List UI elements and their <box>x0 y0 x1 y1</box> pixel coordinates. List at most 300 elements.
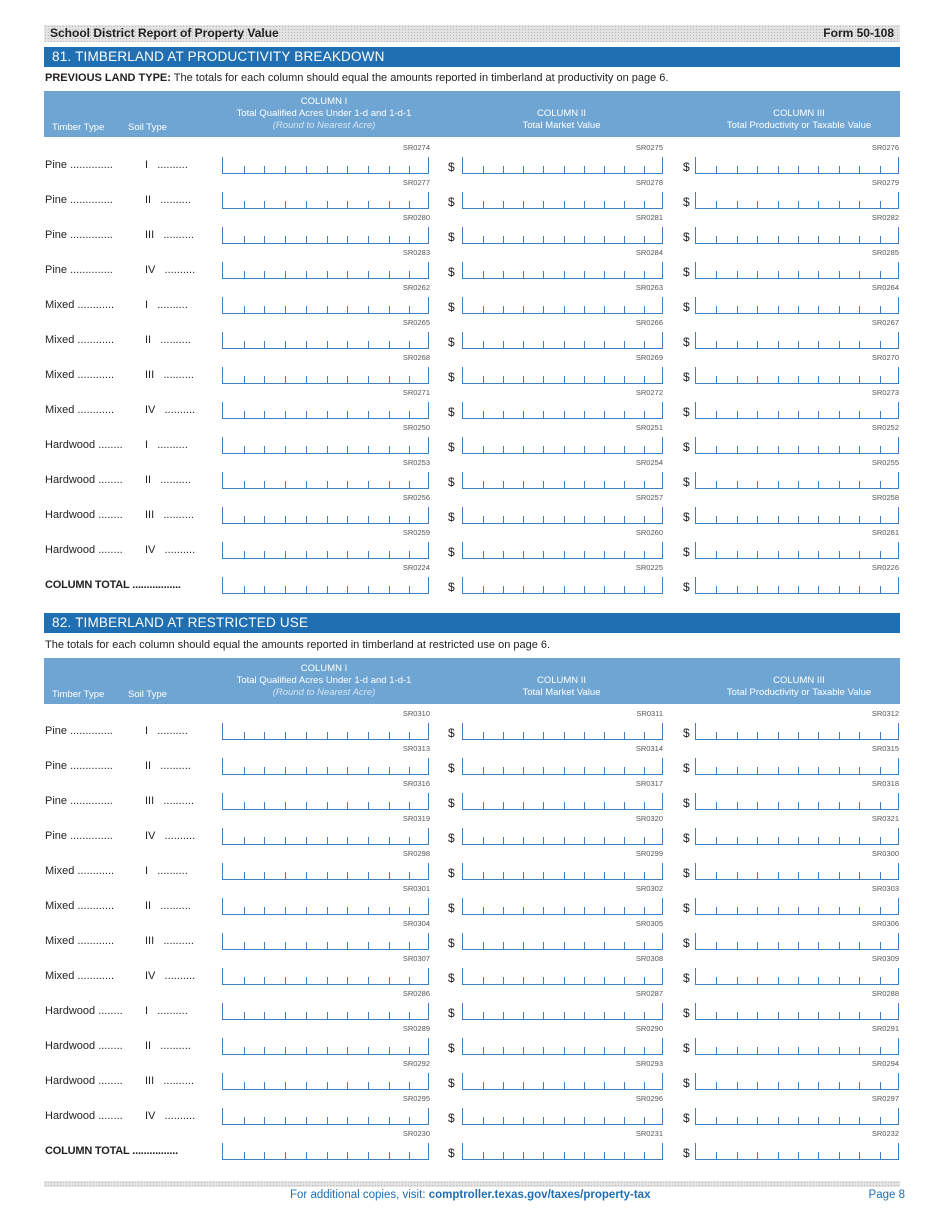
digit-divider <box>859 907 860 914</box>
digit-divider <box>389 1012 390 1019</box>
digit-divider <box>285 586 286 593</box>
digit-divider <box>624 1117 625 1124</box>
market-value-input-field[interactable] <box>462 1073 663 1090</box>
table-row <box>0 811 950 846</box>
dollar-sign: $ <box>448 475 455 489</box>
digit-divider <box>564 1012 565 1019</box>
productivity-value-input-field[interactable] <box>695 1143 899 1160</box>
digit-divider <box>389 271 390 278</box>
digit-divider <box>798 872 799 879</box>
dollar-sign: $ <box>683 1041 690 1055</box>
digit-divider <box>327 551 328 558</box>
column-total-row <box>0 1126 950 1161</box>
soil-type-label: IV .......... <box>145 970 196 982</box>
digit-divider <box>716 1152 717 1159</box>
acres-input-field[interactable] <box>222 898 429 915</box>
timber-type-label: Mixed ............ <box>45 334 115 346</box>
digit-divider <box>244 586 245 593</box>
digit-divider <box>818 481 819 488</box>
digit-divider <box>859 1047 860 1054</box>
field-code: SR0313 <box>402 744 430 753</box>
digit-divider <box>327 872 328 879</box>
digit-divider <box>798 767 799 774</box>
digit-divider <box>624 767 625 774</box>
field-code: SR0298 <box>402 849 430 858</box>
digit-divider <box>604 376 605 383</box>
digit-divider <box>543 306 544 313</box>
digit-divider <box>327 306 328 313</box>
digit-divider <box>757 341 758 348</box>
digit-divider <box>798 201 799 208</box>
market-value-input-field[interactable] <box>462 933 663 950</box>
digit-divider <box>604 236 605 243</box>
acres-input-field[interactable] <box>222 262 429 279</box>
digit-divider <box>347 551 348 558</box>
digit-divider <box>389 551 390 558</box>
digit-divider <box>716 767 717 774</box>
digit-divider <box>543 271 544 278</box>
digit-divider <box>604 201 605 208</box>
market-value-input-field[interactable] <box>462 472 663 489</box>
acres-input-field[interactable] <box>222 227 429 244</box>
digit-divider <box>584 341 585 348</box>
digit-divider <box>327 1047 328 1054</box>
digit-divider <box>624 977 625 984</box>
field-code: SR0263 <box>635 283 663 292</box>
digit-divider <box>737 481 738 488</box>
digit-divider <box>409 411 410 418</box>
dollar-sign: $ <box>448 726 455 740</box>
digit-divider <box>644 201 645 208</box>
digit-divider <box>624 1047 625 1054</box>
digit-divider <box>624 586 625 593</box>
digit-divider <box>839 411 840 418</box>
digit-divider <box>389 1047 390 1054</box>
market-value-input-field[interactable] <box>462 1143 663 1160</box>
field-code: SR0295 <box>402 1094 430 1103</box>
digit-divider <box>584 306 585 313</box>
digit-divider <box>880 411 881 418</box>
digit-divider <box>285 942 286 949</box>
digit-divider <box>644 236 645 243</box>
acres-input-field[interactable] <box>222 192 429 209</box>
digit-divider <box>839 271 840 278</box>
digit-divider <box>624 271 625 278</box>
productivity-value-input-field[interactable] <box>695 542 899 559</box>
market-value-input-field[interactable] <box>462 793 663 810</box>
acres-input-field[interactable] <box>222 157 429 174</box>
timber-type-label: Mixed ............ <box>45 935 115 947</box>
digit-divider <box>244 907 245 914</box>
digit-divider <box>347 942 348 949</box>
field-code: SR0230 <box>402 1129 430 1138</box>
productivity-value-input-field[interactable] <box>695 157 899 174</box>
table-row <box>0 986 950 1021</box>
acres-input-field[interactable] <box>222 793 429 810</box>
digit-divider <box>244 376 245 383</box>
productivity-value-input-field[interactable] <box>695 758 899 775</box>
digit-divider <box>409 1012 410 1019</box>
digit-divider <box>306 802 307 809</box>
dollar-sign: $ <box>683 230 690 244</box>
market-value-input-field[interactable] <box>462 262 663 279</box>
digit-divider <box>798 1082 799 1089</box>
acres-input-field[interactable] <box>222 933 429 950</box>
market-value-input-field[interactable] <box>462 1003 663 1020</box>
digit-divider <box>737 586 738 593</box>
soil-type-label: IV .......... <box>145 830 196 842</box>
field-code: SR0317 <box>635 779 663 788</box>
digit-divider <box>523 767 524 774</box>
digit-divider <box>503 271 504 278</box>
col-header-column-1 <box>224 663 424 699</box>
footer-link[interactable]: comptroller.texas.gov/taxes/property-tax <box>428 1189 651 1201</box>
digit-divider <box>839 1012 840 1019</box>
field-code: SR0292 <box>402 1059 430 1068</box>
digit-divider <box>839 872 840 879</box>
field-code: SR0260 <box>635 528 663 537</box>
table-row <box>0 140 950 175</box>
market-value-input-field[interactable] <box>462 157 663 174</box>
digit-divider <box>285 732 286 739</box>
field-code: SR0258 <box>871 493 899 502</box>
digit-divider <box>368 271 369 278</box>
acres-input-field[interactable] <box>222 828 429 845</box>
productivity-value-input-field[interactable] <box>695 863 899 880</box>
productivity-value-input-field[interactable] <box>695 192 899 209</box>
digit-divider <box>778 236 779 243</box>
digit-divider <box>368 201 369 208</box>
dollar-sign: $ <box>683 510 690 524</box>
acres-input-field[interactable] <box>222 297 429 314</box>
digit-divider <box>818 201 819 208</box>
digit-divider <box>503 306 504 313</box>
digit-divider <box>306 942 307 949</box>
digit-divider <box>244 837 245 844</box>
digit-divider <box>859 1012 860 1019</box>
digit-divider <box>880 271 881 278</box>
soil-type-label: IV .......... <box>145 404 196 416</box>
digit-divider <box>327 1152 328 1159</box>
acres-input-field[interactable] <box>222 1108 429 1125</box>
digit-divider <box>644 411 645 418</box>
digit-divider <box>503 446 504 453</box>
digit-divider <box>859 166 860 173</box>
productivity-value-input-field[interactable] <box>695 472 899 489</box>
dollar-sign: $ <box>683 545 690 559</box>
digit-divider <box>483 236 484 243</box>
digit-divider <box>347 166 348 173</box>
table-row <box>0 525 950 560</box>
field-code: SR0309 <box>871 954 899 963</box>
digit-divider <box>798 977 799 984</box>
digit-divider <box>604 306 605 313</box>
digit-divider <box>737 1117 738 1124</box>
productivity-value-input-field[interactable] <box>695 1073 899 1090</box>
digit-divider <box>798 166 799 173</box>
productivity-value-input-field[interactable] <box>695 828 899 845</box>
digit-divider <box>306 166 307 173</box>
digit-divider <box>859 1152 860 1159</box>
market-value-input-field[interactable] <box>462 402 663 419</box>
productivity-value-input-field[interactable] <box>695 507 899 524</box>
digit-divider <box>778 586 779 593</box>
productivity-value-input-field[interactable] <box>695 402 899 419</box>
acres-input-field[interactable] <box>222 332 429 349</box>
table-row <box>0 881 950 916</box>
dollar-sign: $ <box>448 1111 455 1125</box>
productivity-value-input-field[interactable] <box>695 437 899 454</box>
digit-divider <box>409 732 410 739</box>
digit-divider <box>624 732 625 739</box>
digit-divider <box>798 446 799 453</box>
digit-divider <box>483 872 484 879</box>
field-code: SR0289 <box>402 1024 430 1033</box>
digit-divider <box>244 201 245 208</box>
acres-input-field[interactable] <box>222 472 429 489</box>
productivity-value-input-field[interactable] <box>695 1108 899 1125</box>
dollar-sign: $ <box>448 936 455 950</box>
digit-divider <box>624 236 625 243</box>
digit-divider <box>624 341 625 348</box>
acres-input-field[interactable] <box>222 758 429 775</box>
digit-divider <box>327 1117 328 1124</box>
digit-divider <box>604 1047 605 1054</box>
market-value-input-field[interactable] <box>462 227 663 244</box>
digit-divider <box>644 481 645 488</box>
digit-divider <box>839 1117 840 1124</box>
digit-divider <box>503 872 504 879</box>
soil-type-label: III .......... <box>145 1075 194 1087</box>
acres-input-field[interactable] <box>222 402 429 419</box>
digit-divider <box>409 306 410 313</box>
market-value-input-field[interactable] <box>462 192 663 209</box>
table-row <box>0 385 950 420</box>
digit-divider <box>880 942 881 949</box>
digit-divider <box>839 1047 840 1054</box>
productivity-value-input-field[interactable] <box>695 723 899 740</box>
digit-divider <box>859 236 860 243</box>
timber-type-label: Hardwood ........ <box>45 544 123 556</box>
digit-divider <box>798 271 799 278</box>
digit-divider <box>264 977 265 984</box>
productivity-value-input-field[interactable] <box>695 1003 899 1020</box>
digit-divider <box>368 341 369 348</box>
digit-divider <box>778 732 779 739</box>
field-code: SR0286 <box>402 989 430 998</box>
digit-divider <box>757 481 758 488</box>
digit-divider <box>798 411 799 418</box>
dollar-sign: $ <box>448 300 455 314</box>
digit-divider <box>483 907 484 914</box>
digit-divider <box>839 166 840 173</box>
acres-input-field[interactable] <box>222 863 429 880</box>
digit-divider <box>409 977 410 984</box>
digit-divider <box>880 236 881 243</box>
dollar-sign: $ <box>683 831 690 845</box>
digit-divider <box>347 1082 348 1089</box>
acres-input-field[interactable] <box>222 367 429 384</box>
digit-divider <box>859 837 860 844</box>
digit-divider <box>584 767 585 774</box>
digit-divider <box>306 1082 307 1089</box>
digit-divider <box>483 732 484 739</box>
productivity-value-input-field[interactable] <box>695 1038 899 1055</box>
digit-divider <box>543 1117 544 1124</box>
market-value-input-field[interactable] <box>462 828 663 845</box>
acres-input-field[interactable] <box>222 1003 429 1020</box>
dollar-sign: $ <box>448 160 455 174</box>
digit-divider <box>543 837 544 844</box>
digit-divider <box>644 516 645 523</box>
digit-divider <box>839 481 840 488</box>
market-value-input-field[interactable] <box>462 1108 663 1125</box>
digit-divider <box>368 481 369 488</box>
form-title: School District Report of Property Value <box>50 26 279 40</box>
digit-divider <box>880 977 881 984</box>
digit-divider <box>778 201 779 208</box>
digit-divider <box>306 1117 307 1124</box>
field-code: SR0273 <box>871 388 899 397</box>
digit-divider <box>604 942 605 949</box>
productivity-value-input-field[interactable] <box>695 262 899 279</box>
digit-divider <box>368 907 369 914</box>
digit-divider <box>737 341 738 348</box>
digit-divider <box>839 201 840 208</box>
acres-input-field[interactable] <box>222 723 429 740</box>
field-code: SR0300 <box>871 849 899 858</box>
digit-divider <box>285 837 286 844</box>
acres-input-field[interactable] <box>222 1143 429 1160</box>
digit-divider <box>347 837 348 844</box>
market-value-input-field[interactable] <box>462 332 663 349</box>
digit-divider <box>880 201 881 208</box>
market-value-input-field[interactable] <box>462 297 663 314</box>
acres-input-field[interactable] <box>222 968 429 985</box>
digit-divider <box>564 802 565 809</box>
digit-divider <box>564 481 565 488</box>
digit-divider <box>483 767 484 774</box>
productivity-value-input-field[interactable] <box>695 297 899 314</box>
productivity-value-input-field[interactable] <box>695 332 899 349</box>
digit-divider <box>244 1152 245 1159</box>
soil-type-label: IV .......... <box>145 544 196 556</box>
productivity-value-input-field[interactable] <box>695 933 899 950</box>
digit-divider <box>368 837 369 844</box>
col3-desc: Total Productivity or Taxable Value <box>726 687 872 698</box>
market-value-input-field[interactable] <box>462 758 663 775</box>
digit-divider <box>543 802 544 809</box>
digit-divider <box>523 837 524 844</box>
productivity-value-input-field[interactable] <box>695 793 899 810</box>
market-value-input-field[interactable] <box>462 577 663 594</box>
acres-input-field[interactable] <box>222 507 429 524</box>
col3-desc: Total Productivity or Taxable Value <box>726 120 872 131</box>
digit-divider <box>523 1047 524 1054</box>
digit-divider <box>327 516 328 523</box>
digit-divider <box>798 1047 799 1054</box>
digit-divider <box>327 767 328 774</box>
market-value-input-field[interactable] <box>462 898 663 915</box>
digit-divider <box>368 1012 369 1019</box>
digit-divider <box>264 802 265 809</box>
section-82-note <box>45 639 550 651</box>
digit-divider <box>264 767 265 774</box>
field-code: SR0264 <box>871 283 899 292</box>
acres-input-field[interactable] <box>222 1073 429 1090</box>
acres-input-field[interactable] <box>222 1038 429 1055</box>
digit-divider <box>285 977 286 984</box>
field-code: SR0268 <box>402 353 430 362</box>
digit-divider <box>264 551 265 558</box>
digit-divider <box>716 1047 717 1054</box>
digit-divider <box>244 1117 245 1124</box>
market-value-input-field[interactable] <box>462 507 663 524</box>
digit-divider <box>737 551 738 558</box>
market-value-input-field[interactable] <box>462 723 663 740</box>
digit-divider <box>483 516 484 523</box>
digit-divider <box>584 201 585 208</box>
productivity-value-input-field[interactable] <box>695 577 899 594</box>
digit-divider <box>483 586 484 593</box>
timber-type-label: Hardwood ........ <box>45 1040 123 1052</box>
digit-divider <box>798 1117 799 1124</box>
acres-input-field[interactable] <box>222 577 429 594</box>
field-code: SR0319 <box>402 814 430 823</box>
dollar-sign: $ <box>683 761 690 775</box>
form-header-bar <box>44 25 900 42</box>
dollar-sign: $ <box>448 580 455 594</box>
market-value-input-field[interactable] <box>462 367 663 384</box>
digit-divider <box>737 1047 738 1054</box>
digit-divider <box>389 977 390 984</box>
digit-divider <box>624 907 625 914</box>
productivity-value-input-field[interactable] <box>695 227 899 244</box>
market-value-input-field[interactable] <box>462 863 663 880</box>
digit-divider <box>624 166 625 173</box>
acres-input-field[interactable] <box>222 437 429 454</box>
digit-divider <box>523 1117 524 1124</box>
digit-divider <box>757 1047 758 1054</box>
digit-divider <box>798 376 799 383</box>
digit-divider <box>839 942 840 949</box>
digit-divider <box>778 1117 779 1124</box>
field-code: SR0232 <box>871 1129 899 1138</box>
market-value-input-field[interactable] <box>462 437 663 454</box>
digit-divider <box>604 516 605 523</box>
acres-input-field[interactable] <box>222 542 429 559</box>
digit-divider <box>839 236 840 243</box>
digit-divider <box>264 271 265 278</box>
productivity-value-input-field[interactable] <box>695 968 899 985</box>
field-code: SR0293 <box>635 1059 663 1068</box>
field-code: SR0307 <box>402 954 430 963</box>
market-value-input-field[interactable] <box>462 1038 663 1055</box>
market-value-input-field[interactable] <box>462 968 663 985</box>
market-value-input-field[interactable] <box>462 542 663 559</box>
digit-divider <box>409 586 410 593</box>
digit-divider <box>503 586 504 593</box>
digit-divider <box>327 977 328 984</box>
digit-divider <box>737 411 738 418</box>
digit-divider <box>264 907 265 914</box>
productivity-value-input-field[interactable] <box>695 898 899 915</box>
digit-divider <box>483 977 484 984</box>
digit-divider <box>716 166 717 173</box>
productivity-value-input-field[interactable] <box>695 367 899 384</box>
field-code: SR0278 <box>635 178 663 187</box>
digit-divider <box>604 802 605 809</box>
